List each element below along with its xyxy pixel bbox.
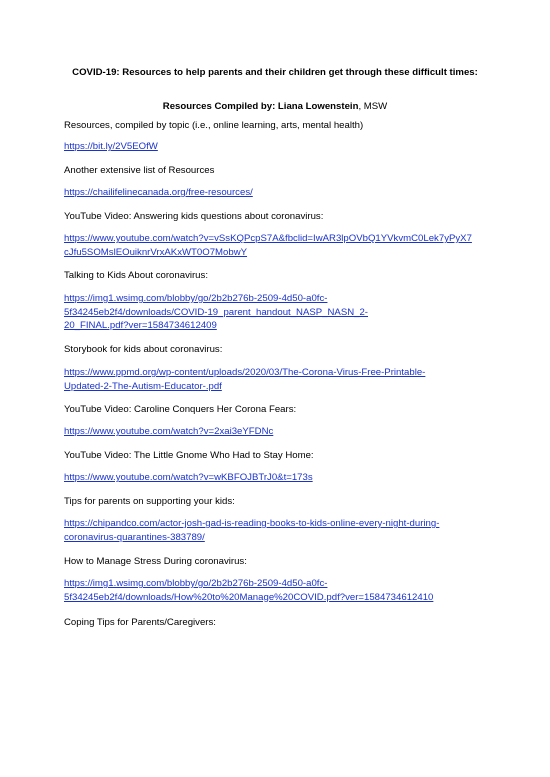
resource-link-line[interactable]: 5f34245eb2f4/downloads/COVID-19_parent_handout_NASP_NASN_2-	[64, 306, 369, 318]
resource-description: Resources, compiled by topic (i.e., online learning, arts, mental health)	[64, 120, 364, 131]
resource-description: Coping Tips for Parents/Caregivers:	[64, 617, 216, 628]
resource-link	[64, 425, 494, 439]
document-title: COVID-19: Resources to help parents and their children get through these difficult times:	[72, 67, 478, 78]
resource-link-line[interactable]: https://bit.ly/2V5EOfW	[64, 141, 158, 152]
resource-description: YouTube Video: The Little Gnome Who Had to Stay Home:	[64, 450, 314, 461]
resource-link-line[interactable]: https://www.ppmd.org/wp-content/uploads/2020/03/The-Corona-Virus-Free-Printable-	[64, 367, 426, 378]
resource-link	[64, 232, 494, 259]
resource-description: YouTube Video: Answering kids questions about coronavirus:	[64, 211, 324, 222]
resource-link	[64, 186, 494, 200]
compiled-by-name: Resources Compiled by: Liana Lowenstein	[162, 101, 359, 112]
resource-link-line[interactable]: https://img1.wsimg.com/blobby/go/2b2b276b-2509-4d50-a0fc-	[64, 293, 328, 304]
resource-description: Storybook for kids about coronavirus:	[64, 344, 223, 355]
compiled-by-credential: , MSW	[358, 101, 388, 112]
resource-link-line[interactable]: https://img1.wsimg.com/blobby/go/2b2b276b-2509-4d50-a0fc-	[64, 578, 328, 589]
resource-link-line[interactable]: https://chailifelinecanada.org/free-resources/	[64, 187, 253, 198]
resource-link	[64, 140, 494, 154]
resource-link-line[interactable]: Updated-2-The-Autism-Educator-.pdf	[64, 380, 222, 392]
resource-link-line[interactable]: https://www.youtube.com/watch?v=vSsKQPcpS7A&fbclid=IwAR3lpOVbQ1YVkvmC0Lek7yPyX7	[64, 233, 472, 244]
resource-description: Talking to Kids About coronavirus:	[64, 270, 208, 281]
resource-link	[64, 292, 494, 333]
resource-link	[64, 366, 494, 393]
resource-link-line[interactable]: https://chipandco.com/actor-josh-gad-is-reading-books-to-kids-online-every-night-during-	[64, 518, 440, 529]
resource-link-line[interactable]: 20_FINAL.pdf?ver=1584734612409	[64, 320, 217, 331]
resource-description: Another extensive list of Resources	[64, 165, 215, 176]
resource-link	[64, 577, 494, 604]
resource-link-line[interactable]: coronavirus-quarantines-383789/	[64, 531, 205, 543]
resource-link	[64, 471, 494, 485]
compiled-by-line	[0, 100, 550, 113]
resource-description: Tips for parents on supporting your kids:	[64, 496, 235, 507]
resource-link-line[interactable]: https://www.youtube.com/watch?v=wKBFOJBTrJ0&t=173s	[64, 472, 313, 483]
resource-link-line[interactable]: cJfu5SOMslEOuiknrVrxAKxWT0O7MobwY	[64, 246, 248, 258]
resource-link	[64, 517, 494, 544]
resource-description: YouTube Video: Caroline Conquers Her Corona Fears:	[64, 404, 297, 415]
resource-description: How to Manage Stress During coronavirus:	[64, 556, 247, 567]
resource-link-line[interactable]: https://www.youtube.com/watch?v=2xai3eYFDNc	[64, 426, 274, 437]
resource-link-line[interactable]: 5f34245eb2f4/downloads/How%20to%20Manage%20COVID.pdf?ver=1584734612410	[64, 591, 434, 603]
